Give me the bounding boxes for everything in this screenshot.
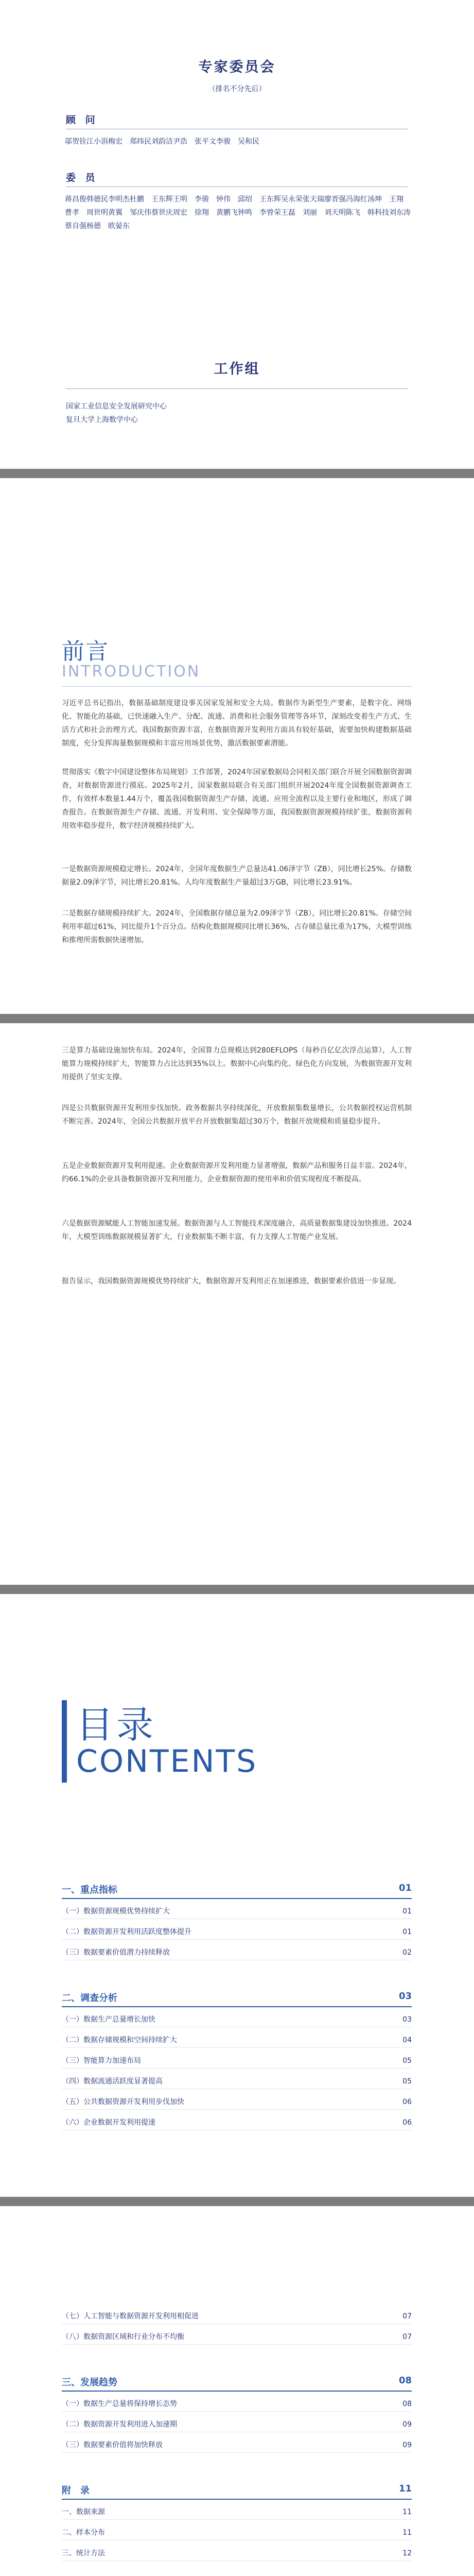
- entry-title: （六）企业数据开发利用提速: [62, 2119, 155, 2127]
- entry-page-number: 05: [402, 2077, 412, 2086]
- committee-name: 杨德: [86, 222, 101, 230]
- committee-name: 王翔: [389, 195, 403, 204]
- committee-name: 李骏: [216, 138, 231, 146]
- contents-entry[interactable]: [62, 1904, 412, 1919]
- entry-title: （一）数据生产总量增长加快: [62, 2015, 155, 2024]
- contents-title-cn: 目录: [76, 1703, 157, 1747]
- entry-title: （七）人工智能与数据资源开发利用相促进: [62, 2312, 199, 2320]
- entry-page-number: 02: [402, 1948, 412, 1957]
- contents-entry[interactable]: [62, 1925, 412, 1940]
- committee-name: 钟鸣: [238, 209, 252, 217]
- committee-name: 李曾荣: [259, 209, 281, 217]
- advisors-label: 顾 问: [66, 114, 98, 126]
- entry-title: （一）数据生产总量将保持增长态势: [62, 2400, 177, 2408]
- entry-page-number: 01: [402, 1928, 412, 1936]
- committee-name: 郑纬民: [130, 138, 151, 146]
- section-label: 二、调查分析: [62, 1993, 117, 2004]
- committee-name: 李明杰: [108, 195, 130, 204]
- committee-name: 刘丽: [303, 209, 317, 217]
- working-group-divider: [66, 388, 408, 389]
- body-paragraph: 六是数据资源赋能人工智能加速发展。数据资源与人工智能技术深度融合，高质量数据集建设加快推进。2024年，大模型训练数据规模显著扩大，行业数据集不断丰富，有力支撑人工智能产业发展。: [62, 1219, 412, 1241]
- committee-name: 王东辉: [151, 195, 173, 204]
- section-page-number: 08: [398, 2375, 412, 2386]
- section-divider: [62, 2391, 412, 2392]
- entry-title: （四）数据流通活跃度显著提高: [62, 2077, 163, 2086]
- body-paragraph: 报告显示，我国数据资源规模优势持续扩大，数据资源开发利用正在加速推进，数据要素价值进一步显现。: [62, 1277, 400, 1285]
- committee-title: 专家委员会: [198, 59, 276, 75]
- body-paragraph: 五是企业数据资源开发利用提速。企业数据资源开发利用能力显著增强，数据产品和服务日益丰富。2024年，约66.1%的企业具备数据资源开发利用能力，企业数据资源的使用率和价值实现程度不断提高。: [62, 1162, 412, 1183]
- contents-entry[interactable]: [62, 2054, 412, 2069]
- committee-name: 周宏: [173, 209, 187, 217]
- committee-name: 杜鹏: [130, 195, 144, 204]
- committee-name: 刘东涛: [389, 209, 411, 217]
- entry-page-number: 09: [402, 2420, 412, 2429]
- entry-title: 一、数据来源: [62, 2508, 105, 2516]
- entry-title: （八）数据资源区域和行业分布不均衡: [62, 2333, 184, 2341]
- committee-name: 邱绍: [238, 195, 252, 204]
- entry-page-number: 11: [402, 2508, 412, 2516]
- entry-title: （一）数据资源规模优势持续扩大: [62, 1907, 170, 1916]
- entry-title: （三）数据要素价值将加快释放: [62, 2441, 163, 2449]
- working-group-org: 复旦大学上海数学中心: [66, 416, 138, 424]
- committee-name: 陈飞: [346, 209, 360, 217]
- page-separator: [0, 1585, 474, 1594]
- contents-entry[interactable]: [62, 1945, 412, 1960]
- committee-name: 江小涓: [86, 138, 108, 146]
- committee-name: 钟伟: [216, 195, 231, 204]
- page-separator: [0, 469, 474, 478]
- committee-name: 廖晋强: [324, 195, 346, 204]
- contents-entry[interactable]: [62, 2526, 412, 2540]
- committee-name: 张平文: [195, 138, 216, 146]
- contents-section-heading[interactable]: [62, 2483, 412, 2497]
- committee-name: 冯海红: [346, 195, 367, 204]
- contents-title-en: CONTENTS: [76, 1743, 258, 1780]
- contents-entry[interactable]: [62, 2012, 412, 2027]
- committee-name: 吴和民: [238, 138, 259, 146]
- entry-page-number: 04: [402, 2036, 412, 2044]
- intro-paragraph: 一是数据资源规模稳定增长。2024年，全国年度数据生产总量达41.06泽字节（ZB），同比增长25%。存储数据量2.09泽字节，同比增长20.81%。人均年度数据生产量超过3万GB，同比增长23.91%。: [62, 865, 412, 887]
- contents-page: [0, 1594, 474, 2197]
- entry-page-number: 06: [402, 2119, 412, 2127]
- body-paragraph: 三是算力基础设施加快布局。2024年，全国算力总规模达到280EFLOPS（每秒百亿亿次浮点运算），人工智能算力规模持续扩大，智能算力占比达到35%以上。数据中心向集约化、绿色化方向发展，为数据资源开发利用提供了坚实支撑。: [62, 1046, 412, 1081]
- section-divider: [62, 2499, 412, 2500]
- body-paragraph: 四是公共数据资源开发利用步伐加快。政务数据共享持续深化，开放数据集数量增长，公共数据授权运营机制不断完善。2024年，全国公共数据开放平台开放数据集超过30万个，数据开放规模和质量稳步提升。: [62, 1104, 412, 1126]
- page-separator: [0, 1014, 474, 1023]
- entry-page-number: 11: [402, 2529, 412, 2537]
- committee-page: [0, 0, 474, 469]
- committee-name: 刘韵洁: [151, 138, 173, 146]
- committee-name: 王东辉: [259, 195, 281, 204]
- contents-entry[interactable]: [62, 2417, 412, 2432]
- committee-name: 黄翼: [108, 209, 122, 217]
- entry-page-number: 01: [402, 1907, 412, 1916]
- entry-page-number: 07: [402, 2312, 412, 2320]
- section-label: 三、发展趋势: [62, 2377, 117, 2388]
- entry-page-number: 05: [402, 2057, 412, 2065]
- contents-entry[interactable]: [62, 2115, 412, 2130]
- intro-title-cn: 前言: [62, 638, 109, 665]
- section-divider: [62, 1898, 412, 1899]
- committee-name: 蒋昌俊: [65, 195, 86, 204]
- contents-entry[interactable]: [62, 2397, 412, 2412]
- entry-page-number: 06: [402, 2098, 412, 2106]
- committee-name: 黄鹏飞: [216, 209, 238, 217]
- page-separator: [0, 2197, 474, 2206]
- entry-title: 二、样本分布: [62, 2529, 105, 2537]
- committee-name: 蔡自强: [65, 222, 86, 230]
- committee-name: 王磊: [281, 209, 295, 217]
- members-list: [65, 193, 411, 233]
- entry-page-number: 08: [402, 2400, 412, 2408]
- working-group-org: 国家工业信息安全发展研究中心: [66, 402, 167, 411]
- committee-name: 韩德民: [86, 195, 108, 204]
- section-page-number: 03: [398, 1991, 412, 2002]
- section-divider: [62, 2006, 412, 2007]
- intro-paragraph: 贯彻落实《数字中国建设整体布局规划》工作部署，2024年国家数据局会同相关部门联合开展全国数据资源调查，对数据资源进行摸底。2025年2月，国家数据局联合有关部门组织开展2024年度全国数据资源调查工作，有效样本数量1.44万个，覆盖我国数据资源生产存储、流通、应用全流程以及主要行业和地区，形成了调查报告。在数据资源生产存储、流通、开发利用、安全保障等方面，我国数据资源规模持续扩张，数据资源利用效率稳步提升，数字经济规模持续扩大。: [62, 768, 412, 830]
- section-label: 一、重点指标: [62, 1885, 117, 1895]
- entry-title: （二）数据资源开发利用活跃度整体提升: [62, 1928, 191, 1936]
- committee-subtitle: （排名不分先后）: [208, 85, 266, 93]
- entry-page-number: 03: [402, 2015, 412, 2024]
- committee-name: 张天瑞: [303, 195, 324, 204]
- committee-name: 韩科技: [367, 209, 389, 217]
- section-page-number: 01: [398, 1883, 412, 1893]
- contents-entry[interactable]: [62, 2095, 412, 2110]
- body-page: [0, 1023, 474, 1585]
- committee-name: 徐翔: [195, 209, 209, 217]
- contents-accent-bar: [62, 1700, 67, 1783]
- introduction-page: [0, 478, 474, 1014]
- intro-paragraph: 二是数据存储规模持续扩大。2024年，全国数据存储总量为2.09泽字节（ZB），同比增长20.81%。存储空间利用率超过61%，同比提升1个百分点。结构化数据规模同比增长36%，占存储总量比重为17%，大模型训练和推理所需数据快速增加。: [62, 909, 412, 944]
- entry-title: （三）智能算力加速布局: [62, 2057, 141, 2065]
- entry-title: （二）数据资源开发利用进入加速期: [62, 2420, 177, 2429]
- committee-name: 邹庆伟: [130, 209, 151, 217]
- entry-page-number: 07: [402, 2333, 412, 2341]
- contents-entry[interactable]: [62, 2505, 412, 2520]
- committee-name: 刘天明: [324, 209, 346, 217]
- entry-title: （三）数据要素价值潜力持续释放: [62, 1948, 170, 1957]
- section-page-number: 11: [398, 2483, 412, 2494]
- working-group-title: 工作组: [214, 361, 260, 377]
- committee-name: 蔡世庆: [151, 209, 173, 217]
- intro-divider: [62, 686, 412, 687]
- contents-section-heading[interactable]: [62, 1991, 412, 2004]
- entry-page-number: 12: [402, 2549, 412, 2557]
- contents-section-heading[interactable]: [62, 1883, 412, 1896]
- contents-entry[interactable]: [62, 2546, 412, 2561]
- committee-name: 邬贺铨: [65, 138, 86, 146]
- contents-entry[interactable]: [62, 2438, 412, 2453]
- committee-name: 梅宏: [108, 138, 122, 146]
- committee-name: 王明: [173, 195, 187, 204]
- committee-name: 汤坤: [367, 195, 382, 204]
- committee-name: 李骏: [195, 195, 209, 204]
- contents-page-continued: [0, 2206, 474, 2576]
- committee-name: 周世明: [86, 209, 108, 217]
- committee-name: 曹孝: [65, 209, 79, 217]
- members-label: 委 员: [66, 172, 98, 183]
- committee-name: 吴永荣: [281, 195, 303, 204]
- contents-entry[interactable]: [62, 2033, 412, 2048]
- committee-name: 尹浩: [173, 138, 187, 146]
- contents-entry[interactable]: [62, 2074, 412, 2089]
- contents-entry[interactable]: [62, 2330, 412, 2345]
- entry-page-number: 09: [402, 2441, 412, 2449]
- entry-title: （五）公共数据资源开发利用步伐加快: [62, 2098, 184, 2106]
- entry-title: （二）数据存储规模和空间持续扩大: [62, 2036, 177, 2044]
- advisors-list: [65, 135, 411, 148]
- intro-title-en: INTRODUCTION: [62, 663, 201, 681]
- committee-name: 欧晏东: [108, 222, 130, 230]
- entry-title: 三、统计方法: [62, 2549, 105, 2557]
- section-label: 附 录: [62, 2485, 90, 2496]
- intro-paragraph: 习近平总书记指出，数据基础制度建设事关国家发展和安全大局。数据作为新型生产要素，是数字化、网络化、智能化的基础，已快速融入生产、分配、流通、消费和社会服务管理等各环节，深刻改变着生产方式、生活方式和社会治理方式。我国数据资源丰富，在数据资源开发利用方面具有较好基础，需要加快构建数据基础制度，充分发挥海量数据规模和丰富应用场景优势，激活数据要素潜能。: [62, 699, 412, 748]
- contents-section-heading[interactable]: [62, 2375, 412, 2388]
- contents-entry[interactable]: [62, 2309, 412, 2324]
